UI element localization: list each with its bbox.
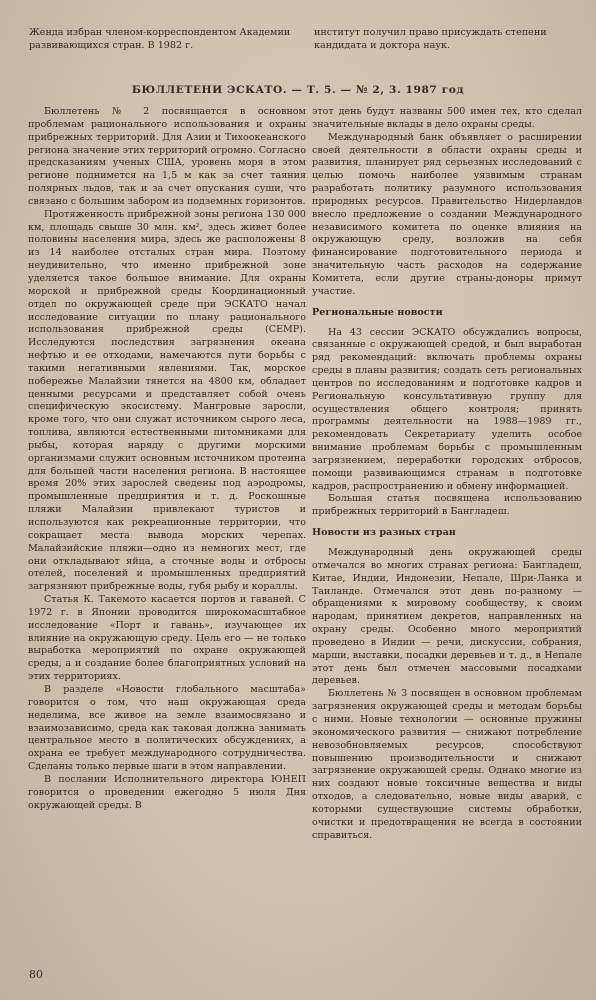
paragraph: Международный день окружающей среды отмечался во многих странах региона: Бангладеш, Китае, Индии, Индонезии, Непале, Шри-Ланка и Таиланде. Отмечался этот день по-разному — обращениями к мировому сообществу, к своим народам, принятием декретов, направленных на охрану среды. Особенно много мероприятий проведено в Индии — речи, дискуссии, собрания, марши, выставки, посадки деревьев и т. д., в Непале этот день был отмечен массовыми посадками деревьев. <box>312 547 582 687</box>
right-column <box>312 106 582 842</box>
paragraph: На 43 сессии ЭСКАТО обсуждались вопросы, связанные с окружающей средой, и был выработан ряд рекомендаций: включать проблемы охраны среды в планы развития; создать сеть региональных центров по исследованиям и подготовке кадров и Региональную консультативную группу для осуществления общего контроля; принять программы деятельности на 1988—1989 гг., рекомендовать Секретариату уделить особое внимание проблемам борьбы с промышленным загрязнением, переработки городских отбросов, помощи развивающимся странам в подготовке кадров, распространению и обмену информацией. <box>312 326 582 492</box>
top-snippet-left: Женда избран членом-корреспондентом Академии развивающихся стран. В 1982 г. <box>29 27 291 51</box>
paragraph: Бюллетень № 3 посвящен в основном проблемам загрязнения окружающей среды и методам борьбы с ними. Новые технологии — основные пружины экономического развития — снижают потребление невозобновляемых ресурсов, способствуют повышению производительности и снижают загрязнение окружающей среды. Однако многие из них создают новые токсичные вещества и виды отходов, а следовательно, новые виды аварий, с которыми существующие системы обработки, очистки и предотвращения не всегда в состоянии справиться. <box>312 688 582 841</box>
paragraph: Протяженность прибрежной зоны региона 130 000 км, площадь свыше 30 млн. км², здесь живет более половины населения мира, здесь же расположены 8 из 14 наиболее отсталых стран мира. Поэтому неудивительно, что именно прибрежной зоне уделяется такое большое внимание. Для охраны морской и прибрежной среды Координационный отдел по окружающей среде при ЭСКАТО начал исследование ситуации по плану рационального использования прибрежной среды (СЕМР). Исследуются последствия загрязнения океана нефтью и ее отходами, намечаются пути борьбы с такими негативными явлениями. Так, морское побережье Малайзии тянется на 4800 км, обладает ценными ресурсами и представляет собой очень специфическую экосистему. Мангровые заросли, кроме того, что они служат источником сырого леса, топлива, являются естественными питомниками для рыбы, которая наряду с другими морскими организмами служит основным источником протеина для большей части населения региона. В настоящее время 20% этих зарослей сведены под аэродромы, промышленные предприятия и т. д. Роскошные пляжи Малайзии привлекают туристов и используются как рекреационные территории, что сокращает места вывода морских черепах. Малайзийские пляжи—одно из немногих мест, где они откладывают яйца, а сточные воды и отбросы отелей, поселений и промышленных предприятий загрязняют прибрежные воды, губя рыбу и кораллы. <box>28 208 306 593</box>
paragraph: Международный банк объявляет о расширении своей деятельности в области охраны среды и развития, планирует ряд серьезных исследований с целью помочь наиболее уязвимым странам разработать политику разумного использования природных ресурсов. Правительство Нидерландов внесло предложение о создании Международного независимого комитета по оценке влияния на окружающую среду, возложив на себя финансирование подготовительного периода и значительную часть расходов на содержание Комитета, если другие страны-доноры примут участие. <box>312 131 582 297</box>
section-title-countries: Новости из разных стран <box>312 527 456 539</box>
paragraph: В разделе «Новости глобального масштаба» говорится о том, что наш окружающая среда неделима, все живое на земле взаимосвязано и взаимозависимо, среда как таковая должна занимать центральное место в политических обсуждениях, а охрана ее требует международного сотрудничества. Сделаны только первые шаги в этом направлении. <box>28 683 306 773</box>
paragraph: Большая статья посвящена использованию прибрежных территорий в Бангладеш. <box>312 493 582 518</box>
left-column <box>28 106 306 812</box>
top-snippet-right: институт получил право присуждать степени кандидата и доктора наук. <box>314 27 547 51</box>
paragraph: Статья К. Такемото касается портов и гаваней. С 1972 г. в Японии проводится широкомасштабное исследование «Порт и гавань», изучающее их влияние на окружающую среду. Цель его — не только выработка мероприятий по охране окружающей среды, а и создание более благоприятных условий на этих территориях. <box>28 594 306 683</box>
article-heading: БЮЛЛЕТЕНИ ЭСКАТО. — Т. 5. — № 2, 3. 1987 год <box>131 84 465 96</box>
paragraph: этот день будут названы 500 имен тех, кто сделал значительные вклады в дело охраны среды. <box>312 106 582 130</box>
paragraph: Бюллетень № 2 посвящается в основном проблемам рационального использования и охраны прибрежных территорий. Для Азии и Тихоокеанского региона значение этих территорий огромно. Согласно предсказаниям ученых США, уровень моря в этом регионе поднимется на 1,5 м как за счет таяния полярных льдов, так и за счет опускания суши, что связано с большим забором из подземных горизонтов. <box>28 106 306 207</box>
paragraph: В послании Исполнительного директора ЮНЕП говорится о проведении ежегодно 5 июля Дня окружающей среды. В <box>28 773 306 811</box>
page-number: 80 <box>29 968 43 981</box>
section-title-regional: Региональные новости <box>312 306 443 318</box>
